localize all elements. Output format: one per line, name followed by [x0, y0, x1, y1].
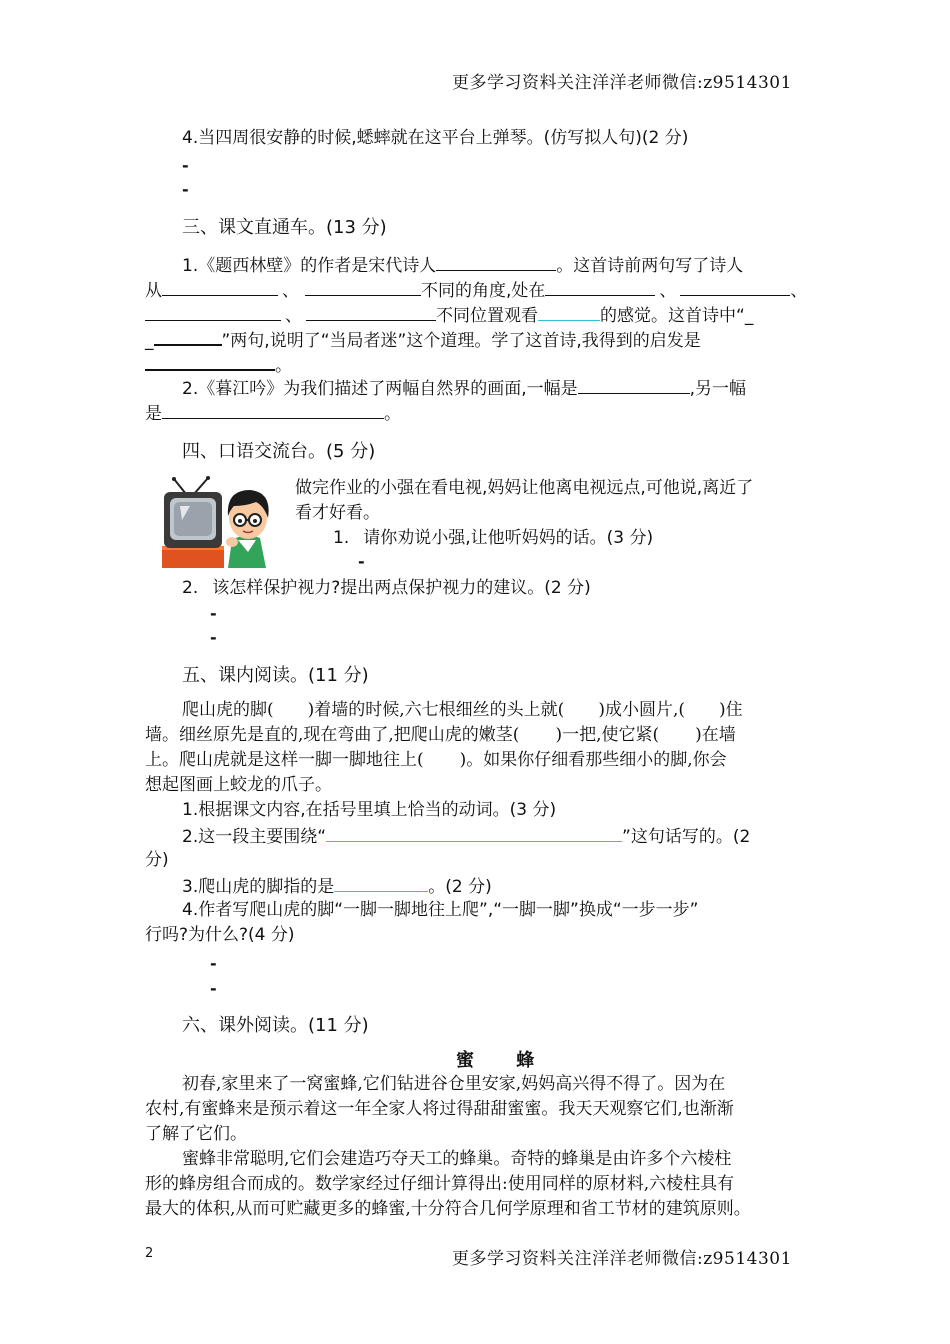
boy-watching-tv-illustration	[160, 476, 288, 568]
text: 、	[790, 281, 808, 301]
question-5-1: 1.根据课文内容,在括号里填上恰当的动词。(3 分)	[182, 800, 557, 820]
text: )。如果你仔细看那些细小的脚,你会	[459, 750, 727, 770]
answer-mark: -	[182, 156, 189, 175]
question-2-4: 4.当四周很安静的时候,蟋蟀就在这平台上弹琴。(仿写拟人句)(2 分)	[182, 128, 689, 148]
text: 2.这一段主要围绕“	[182, 827, 327, 847]
question-text: 请你劝说小强,让他听妈妈的话。(3 分)	[363, 528, 654, 548]
question-3-1-line1	[182, 252, 743, 278]
passage-line-4: 想起图画上蛟龙的爪子。	[145, 775, 332, 795]
text: 。这首诗前两句写了诗人	[556, 256, 744, 276]
blank-position-3[interactable]	[145, 302, 281, 321]
blank-position-1[interactable]	[545, 277, 655, 296]
scenario-line-2: 看才好看。	[295, 503, 380, 523]
article-p1-line2: 农村,有蜜蜂来是预示着这一年全家人将过得甜甜蜜蜜。我天天观察它们,也渐渐	[145, 1099, 734, 1119]
answer-mark: -	[210, 628, 217, 647]
question-5-2-line1	[182, 823, 750, 849]
blank-verse[interactable]	[154, 326, 222, 346]
article-title: 蜜 蜂	[456, 1050, 553, 1071]
question-5-4-line2: 行吗?为什么?(4 分)	[145, 925, 295, 945]
boy-watching-tv-icon	[160, 476, 288, 568]
answer-mark: -	[210, 604, 217, 623]
blank-angle-1[interactable]	[162, 277, 278, 296]
scenario-line-1: 做完作业的小强在看电视,妈妈让他离电视远点,可他说,离近了	[295, 478, 754, 498]
text: 不同的角度,处在	[421, 281, 546, 301]
blank-position-2[interactable]	[680, 277, 790, 296]
text: _	[145, 331, 154, 351]
text: )成小圆片,(	[598, 700, 685, 720]
text: 3.爬山虎的脚指的是	[182, 877, 335, 897]
text: 上。爬山虎就是这样一脚一脚地往上(	[145, 750, 424, 770]
article-p1-line3: 了解了它们。	[145, 1124, 247, 1144]
question-3-1-line3	[145, 302, 753, 328]
question-5-3	[182, 873, 492, 899]
text: 墙。细丝原先是直的,现在弯曲了,把爬山虎的嫩茎(	[145, 725, 520, 745]
text: )一把,使它紧(	[555, 725, 660, 745]
answer-mark: -	[210, 954, 217, 973]
question-3-1-line4	[145, 326, 701, 353]
blank-poet[interactable]	[436, 252, 556, 271]
blank-position-4[interactable]	[306, 302, 436, 321]
text: 从	[145, 281, 162, 301]
text: )在墙	[695, 725, 736, 745]
page-number: 2	[145, 1246, 154, 1261]
text: 的感觉。这首诗中“	[600, 306, 745, 326]
text: )住	[718, 700, 743, 720]
text: 。(2 分)	[428, 877, 492, 897]
text: )着墙的时候,六七根细丝的头上就(	[307, 700, 565, 720]
blank-scene-1[interactable]	[578, 375, 690, 394]
text: _	[744, 306, 754, 326]
text: 是	[145, 404, 162, 424]
text: 。	[384, 404, 401, 424]
article-p2-line2: 形的蜂房组合而成的。数学家经过仔细计算得出:使用同样的原材料,六棱柱具有	[145, 1174, 735, 1194]
question-5-2-line2: 分)	[145, 850, 169, 870]
article-p1-line1: 初春,家里来了一窝蜜蜂,它们钻进谷仓里安家,妈妈高兴得不得了。因为在	[182, 1074, 726, 1094]
section-6-heading: 六、课外阅读。(11 分)	[182, 1015, 369, 1036]
question-3-1-line2	[145, 277, 807, 303]
blank-insight[interactable]	[145, 351, 275, 371]
text: 、	[659, 281, 677, 301]
question-3-2-line2	[145, 400, 401, 426]
question-number: 2.	[182, 578, 199, 598]
question-4-2	[182, 576, 591, 600]
question-text: 该怎样保护视力?提出两点保护视力的建议。(2 分)	[212, 578, 591, 598]
answer-mark: -	[182, 180, 189, 199]
passage-line-2	[145, 723, 736, 747]
answer-mark: -	[210, 979, 217, 998]
section-5-heading: 五、课内阅读。(11 分)	[182, 665, 369, 686]
text: 。	[275, 356, 292, 376]
text: 2.《暮江吟》为我们描述了两幅自然界的画面,一幅是	[182, 379, 578, 399]
text: 、	[285, 306, 302, 326]
question-5-4-line1: 4.作者写爬山虎的脚“一脚一脚地往上爬”,“一脚一脚”换成“一步一步”	[182, 900, 699, 920]
question-3-2-line1	[182, 375, 746, 401]
text: 1.《题西林壁》的作者是宋代诗人	[182, 256, 437, 276]
answer-mark: -	[358, 552, 365, 571]
question-number: 1.	[333, 528, 350, 548]
text: ”两句,说明了“当局者迷”这个道理。学了这首诗,我得到的启发是	[221, 331, 701, 351]
article-p2-line1: 蜜蜂非常聪明,它们会建造巧夺天工的蜂巢。奇特的蜂巢是由许多个六棱柱	[182, 1149, 732, 1169]
page-header: 更多学习资料关注洋洋老师微信:z9514301	[452, 73, 792, 93]
text: ,另一幅	[689, 379, 747, 399]
article-p2-line3: 最大的体积,从而可贮藏更多的蜂蜜,十分符合几何学原理和省工节材的建筑原则。	[145, 1199, 751, 1219]
blank-scene-2[interactable]	[162, 400, 384, 419]
text: ”这句话写的。(2	[622, 827, 751, 847]
blank-mountain[interactable]	[538, 302, 600, 321]
question-4-1	[333, 526, 653, 550]
question-3-1-line5	[145, 351, 292, 378]
page-footer: 更多学习资料关注洋洋老师微信:z9514301	[452, 1249, 792, 1269]
section-4-heading: 四、口语交流台。(5 分)	[182, 441, 376, 462]
text: 不同位置观看	[436, 306, 538, 326]
text: 、	[282, 281, 299, 301]
text: 爬山虎的脚(	[182, 700, 274, 720]
section-3-heading: 三、课文直通车。(13 分)	[182, 217, 387, 238]
passage-line-3	[145, 748, 727, 772]
blank-angle-2[interactable]	[305, 277, 421, 296]
passage-line-1	[182, 698, 743, 722]
blank-feet[interactable]	[334, 873, 428, 892]
blank-topic-sentence[interactable]	[326, 823, 622, 842]
